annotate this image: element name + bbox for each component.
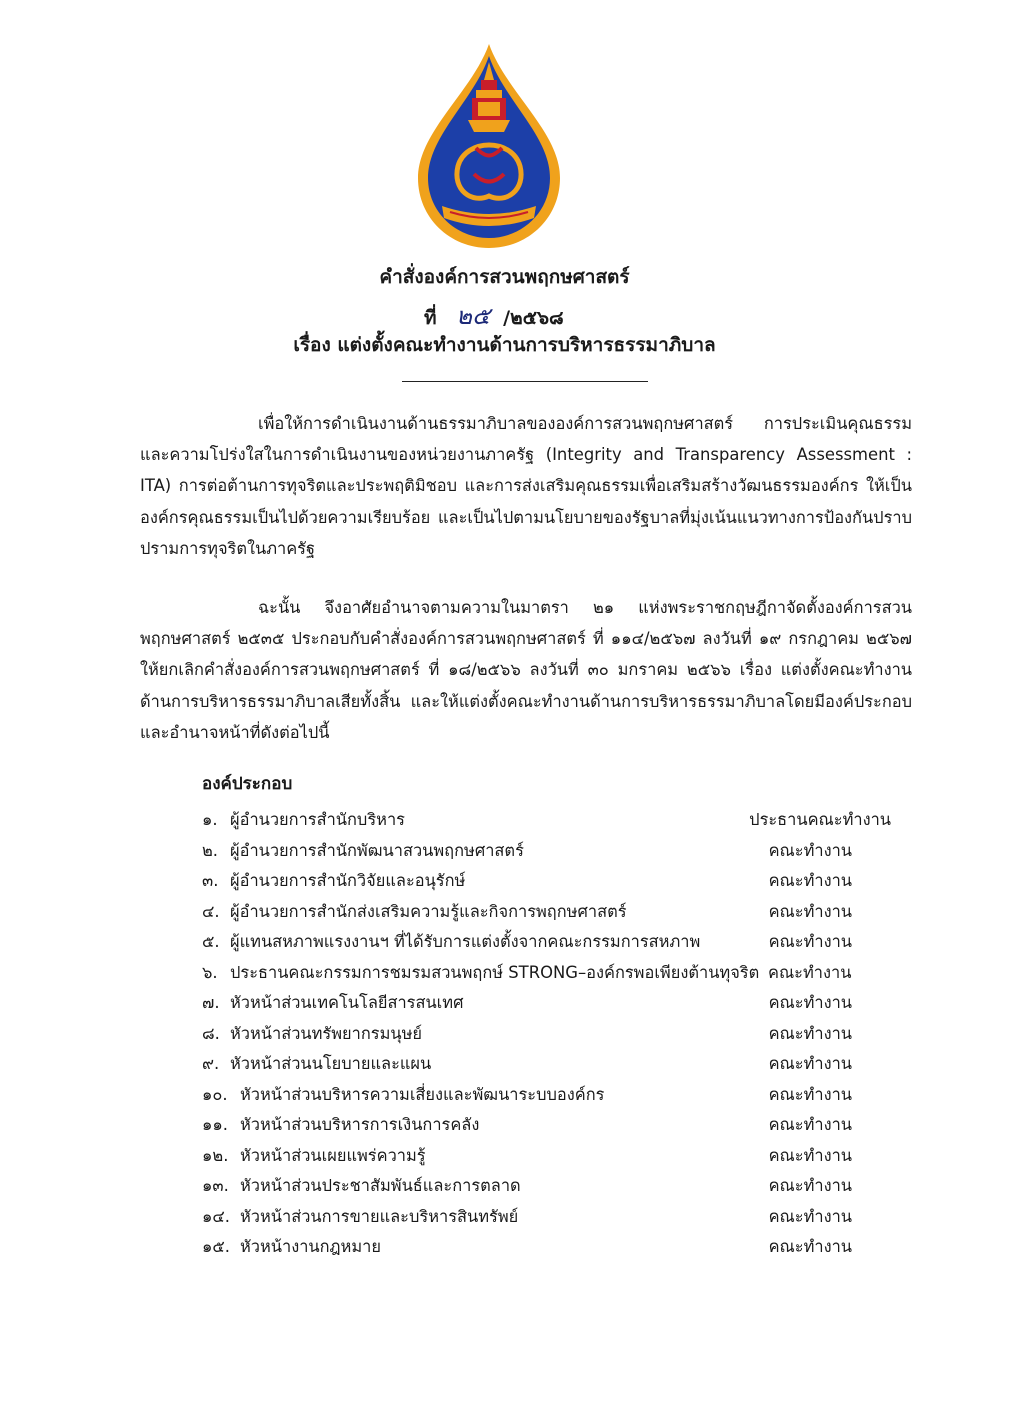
member-role: คณะทำงาน [768, 1084, 852, 1104]
member-name: หัวหน้าส่วนการขายและบริหารสินทรัพย์ [240, 1206, 519, 1226]
member-name: หัวหน้าส่วนเผยแพร่ความรู้ [240, 1145, 426, 1165]
member-number: ๑๓. [202, 1176, 229, 1195]
member-name: หัวหน้าส่วนประชาสัมพันธ์และการตลาด [240, 1176, 521, 1195]
member-number: ๑๔. [202, 1206, 231, 1226]
member-name: หัวหน้างานกฎหมาย [240, 1237, 381, 1256]
member-row [0, 1110, 1009, 1141]
member-name: หัวหน้าส่วนบริหารความเสี่ยงและพัฒนาระบบองค์กร [240, 1084, 605, 1104]
member-number: ๑๑. [202, 1115, 229, 1134]
order-title: คำสั่งองค์การสวนพฤกษศาสตร์ [379, 266, 630, 288]
member-number: ๑๕. [202, 1237, 231, 1256]
member-role: คณะทำงาน [768, 932, 852, 951]
member-name: ผู้อำนวยการสำนักวิจัยและอนุรักษ์ [230, 871, 466, 890]
member-row [0, 988, 1009, 1019]
member-number: ๑๐. [202, 1084, 228, 1104]
member-number: ๕. [202, 932, 220, 951]
member-number: ๓. [202, 871, 219, 890]
member-row [0, 927, 1009, 958]
member-name: หัวหน้าส่วนเทคโนโลยีสารสนเทศ [230, 993, 464, 1012]
order-year: /๒๕๖๘ [503, 307, 564, 329]
member-row [0, 1080, 1009, 1111]
member-role: คณะทำงาน [768, 993, 852, 1012]
member-role: คณะทำงาน [768, 1237, 852, 1256]
member-name: ประธานคณะกรรมการชมรมสวนพฤกษ์ STRONG–องค์กรพอเพียงต้านทุจริต [230, 962, 760, 982]
member-row [0, 866, 1009, 897]
member-name: หัวหน้าส่วนบริหารการเงินการคลัง [240, 1115, 480, 1134]
member-number: ๖. [202, 962, 218, 982]
member-name: ผู้แทนสหภาพแรงงานฯ ที่ได้รับการแต่งตั้งจากคณะกรรมการสหภาพ [230, 932, 701, 951]
member-name: หัวหน้าส่วนทรัพยากรมนุษย์ [230, 1023, 422, 1043]
member-role: คณะทำงาน [768, 962, 852, 982]
member-row [0, 1141, 1009, 1172]
member-row [0, 1049, 1009, 1080]
subject-divider [402, 381, 648, 382]
order-subject: เรื่อง แต่งตั้งคณะทำงานด้านการบริหารธรรมาภิบาล [293, 334, 716, 356]
member-number: ๑. [202, 810, 218, 829]
composition-heading: องค์ประกอบ [202, 774, 293, 794]
member-number: ๙. [202, 1054, 220, 1073]
member-name: หัวหน้าส่วนนโยบายและแผน [230, 1054, 432, 1073]
member-role: คณะทำงาน [768, 1023, 852, 1043]
paragraph-purpose: เพื่อให้การดำเนินงานด้านธรรมาภิบาลขององค์การสวนพฤกษศาสตร์ การประเมินคุณธรรมและความโปร่งใสในการดำเนินงานของหน่วยงานภาครัฐ (Integrity and Transparency Assessment : ITA) การต่อต้านการทุจริตและประพฤติมิชอบ และการส่งเสริมคุณธรรมเพื่อเสริมสร้างวัฒนธรรมองค์กร ให้เป็นองค์กรคุณธรรมเป็นไปด้วยความเรียบร้อย และเป็นไปตามนโยบายของรัฐบาลที่มุ่งเน้นแนวทางการป้องกันปราบปรามการทุจริตในภาครัฐ [140, 414, 912, 558]
member-row [0, 1202, 1009, 1233]
member-name: ผู้อำนวยการสำนักบริหาร [230, 810, 405, 829]
paragraph-authority: ฉะนั้น จึงอาศัยอำนาจตามความในมาตรา ๒๑ แห่งพระราชกฤษฎีกาจัดตั้งองค์การสวนพฤกษศาสตร์ ๒๕๓๕ ประกอบกับคำสั่งองค์การสวนพฤกษศาสตร์ ที่ ๑๑๔/๒๕๖๗ ลงวันที่ ๑๙ กรกฎาคม ๒๕๖๗ ให้ยกเลิกคำสั่งองค์การสวนพฤกษศาสตร์ ที่ ๑๘/๒๕๖๖ ลงวันที่ ๓๐ มกราคม ๒๕๖๖ เรื่อง แต่งตั้งคณะทำงานด้านการบริหารธรรมาภิบาลเสียทั้งสิ้น และให้แต่งตั้งคณะทำงานด้านการบริหารธรรมาภิบาลโดยมีองค์ประกอบและอำนาจหน้าที่ดังต่อไปนี้ [140, 598, 912, 742]
member-role: คณะทำงาน [768, 1145, 852, 1165]
member-row [0, 836, 1009, 867]
member-list [0, 805, 1009, 1263]
member-number: ๘. [202, 1023, 220, 1043]
member-row [0, 1171, 1009, 1202]
member-role: คณะทำงาน [768, 1176, 852, 1195]
member-row [0, 805, 1009, 836]
member-role: คณะทำงาน [768, 840, 852, 860]
member-role: คณะทำงาน [768, 1054, 852, 1073]
member-number: ๗. [202, 993, 220, 1012]
member-number: ๑๒. [202, 1145, 229, 1165]
member-role: ประธานคณะทำงาน [749, 810, 891, 829]
member-number: ๔. [202, 901, 220, 921]
member-role: คณะทำงาน [768, 1206, 852, 1226]
member-row [0, 958, 1009, 989]
order-number-handwritten: ๒๕ [456, 302, 491, 330]
order-prefix: ที่ [424, 307, 437, 329]
member-row [0, 1019, 1009, 1050]
garden-logo-seal [414, 40, 564, 256]
member-row [0, 897, 1009, 928]
member-role: คณะทำงาน [768, 901, 852, 921]
member-role: คณะทำงาน [768, 871, 852, 890]
member-row [0, 1232, 1009, 1263]
member-role: คณะทำงาน [768, 1115, 852, 1134]
member-name: ผู้อำนวยการสำนักพัฒนาสวนพฤกษศาสตร์ [230, 840, 524, 860]
member-name: ผู้อำนวยการสำนักส่งเสริมความรู้และกิจการพฤกษศาสตร์ [230, 901, 627, 921]
member-number: ๒. [202, 840, 219, 860]
